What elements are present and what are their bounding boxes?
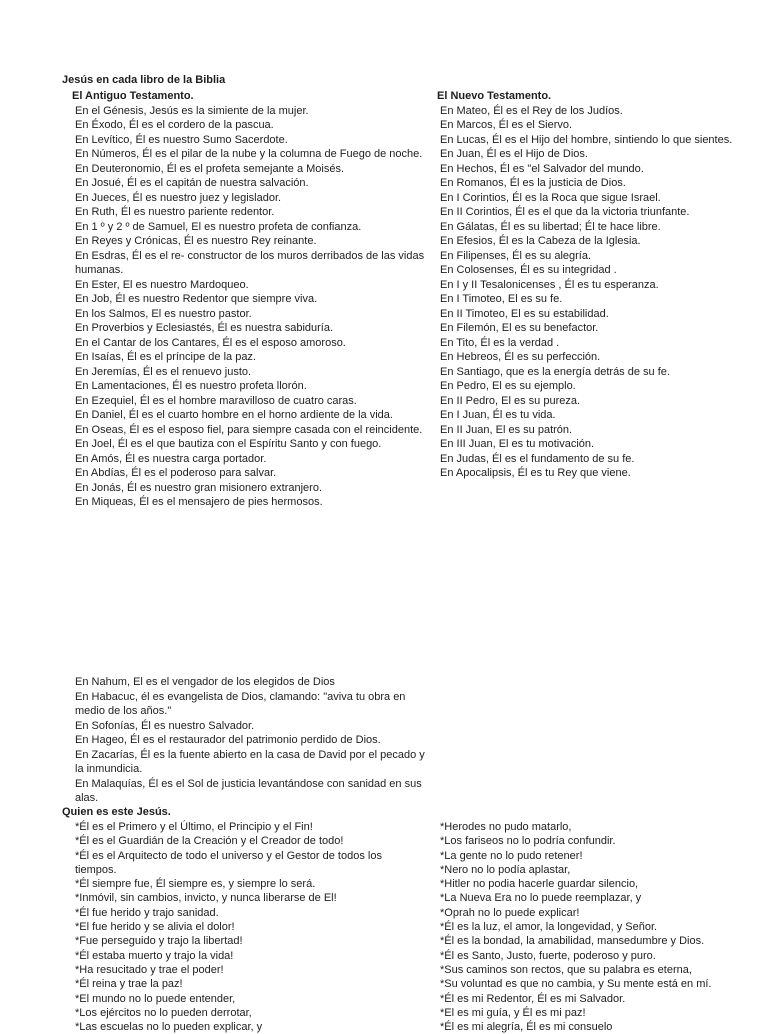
text-line: En Miqueas, Él es el mensajero de pies hermosos. [75,496,323,508]
who-is-jesus-right-column [440,820,712,1034]
text-line: En Filemón, El es su benefactor. [440,322,599,334]
text-line: En Daniel, Él es el cuarto hombre en el horno ardiente de la vida. [75,409,393,421]
text-line: En Efesios, Él es la Cabeza de la Iglesia. [440,235,641,247]
old-testament-heading: El Antiguo Testamento. [72,90,194,102]
text-line: En Colosenses, Él es su integridad . [440,264,617,276]
text-line: En Ezequiel, Él es el hombre maravilloso de cuatro caras. [75,394,357,407]
text-line: En Tito, Él es la verdad . [440,336,560,349]
text-line: *Él es el Arquitecto de todo el universo y el Gestor de todos los [75,849,382,862]
text-line: En Filipenses, Él es su alegría. [440,249,592,262]
document-title: Jesús en cada libro de la Biblia [62,74,226,86]
text-line: En Proverbios y Eclesiastés, Él es nuestra sabiduría. [75,322,334,334]
text-line: En Gálatas, Él es su libertad; Él te hace libre. [440,220,661,233]
text-line: *Él reina y trae la paz! [75,978,183,991]
text-line: *La gente no lo pudo retener! [440,849,583,862]
text-line: En Jueces, Él es nuestro juez y legislador. [75,191,282,204]
text-line: *Ha resucitado y trae el poder! [75,963,224,976]
text-line: la inmundicia. [75,763,143,775]
text-line: *Su voluntad es que no cambia, y Su mente está en mí. [440,978,712,991]
text-line: *El es mi guía, y Él es mi paz! [440,1006,586,1019]
text-line: En Pedro, El es su ejemplo. [440,380,576,392]
text-line: En Hechos, Él es "el Salvador del mundo. [440,162,644,175]
new-testament-lines [437,104,732,481]
text-line: *Él es mi Redentor, Él es mi Salvador. [440,992,626,1005]
text-line: tiempos. [75,863,117,876]
text-line: En Lucas, Él es el Hijo del hombre, sintiendo lo que sientes. [440,133,733,146]
text-line: En Amós, Él es nuestra carga portador. [75,452,267,465]
text-line: En los Salmos, El es nuestro pastor. [75,307,252,320]
text-line: En Hebreos, Él es su perfección. [440,351,601,363]
text-line: En Números, Él es el pilar de la nube y la columna de Fuego de noche. [75,148,423,160]
new-testament-heading: El Nuevo Testamento. [437,90,552,102]
text-line: *Él es la bondad, la amabilidad, mansedumbre y Dios. [440,935,705,948]
text-line: En Nahum, El es el vengador de los elegidos de Dios [75,676,335,688]
text-line: En Ruth, Él es nuestro pariente redentor. [75,206,275,218]
text-line: En II Corintios, Él es el que da la victoria triunfante. [440,206,690,218]
text-line: *Sus caminos son rectos, que su palabra es eterna, [440,963,692,976]
text-line: En Lamentaciones, Él es nuestro profeta llorón. [75,380,307,392]
text-line: En Zacarías, Él es la fuente abierto en la casa de David por el pecado y [75,748,425,761]
who-is-jesus-left-column [75,820,382,1034]
text-line: En Hageo, Él es el restaurador del patrimonio perdido de Dios. [75,734,381,746]
text-line: En Oseas, Él es el esposo fiel, para siempre casada con el reincidente. [75,423,423,436]
text-line: *Los ejércitos no lo pueden derrotar, [75,1006,252,1019]
text-line: En III Juan, El es tu motivación. [440,438,595,450]
new-testament-column [437,89,732,481]
text-line: En Éxodo, Él es el cordero de la pascua. [75,119,274,131]
text-line: En Levítico, Él es nuestro Sumo Sacerdote. [75,133,288,146]
text-line: *Nero no lo podía aplastar, [440,863,571,876]
continuation-lines [75,675,425,806]
text-line: En Santiago, que es la energía detrás de su fe. [440,365,670,378]
text-line: En Mateo, Él es el Rey de los Judíos. [440,104,623,117]
who-is-jesus-heading: Quien es este Jesús. [62,806,171,818]
text-line: En Romanos, Él es la justicia de Dios. [440,177,626,189]
text-line: En II Juan, El es su patrón. [440,423,573,436]
text-line: *Herodes no pudo matarlo, [440,821,572,833]
text-line: En Habacuc, él es evangelista de Dios, clamando: "aviva tu obra en [75,690,406,703]
text-line: *Él es el Guardián de la Creación y el Creador de todo! [75,835,344,848]
text-line: *Él estaba muerto y trajo la vida! [75,949,234,962]
text-line: En Job, Él es nuestro Redentor que siempre viva. [75,293,318,305]
text-line: *Él es Santo, Justo, fuerte, poderoso y puro. [440,949,656,962]
text-line: En II Timoteo, El es su estabilidad. [440,307,609,320]
text-line: *Él fue herido y trajo sanidad. [75,906,219,919]
text-line: En I y II Tesalonicenses , Él es tu esperanza. [440,278,659,291]
text-line: En Jeremías, Él es el renuevo justo. [75,365,252,378]
text-line: *Él siempre fue, Él siempre es, y siempre lo será. [75,878,316,891]
text-line: En Apocalipsis, Él es tu Rey que viene. [440,467,631,479]
text-line: *La Nueva Era no lo puede reemplazar, y [440,892,642,905]
who-is-jesus-right-lines [440,820,712,1034]
text-line: *El fue herido y se alivia el dolor! [75,921,235,934]
old-testament-lines [72,104,424,510]
text-line: En I Juan, Él es tu vida. [440,409,556,421]
text-line: En Ester, El es nuestro Mardoqueo. [75,278,249,291]
text-line: En 1 º y 2 º de Samuel, El es nuestro profeta de confianza. [75,220,362,233]
text-line: En II Pedro, El es su pureza. [440,394,581,407]
text-line: *Fue perseguido y trajo la libertad! [75,935,243,948]
text-line: En Jonás, Él es nuestro gran misionero extranjero. [75,481,323,494]
text-line: *Las escuelas no lo pueden explicar, y [75,1021,263,1034]
text-line: En Marcos, Él es el Siervo. [440,119,573,131]
text-line: medio de los años." [75,705,172,717]
text-line: En Isaías, Él es el príncipe de la paz. [75,351,256,363]
text-line: *Inmóvil, sin cambios, invicto, y nunca liberarse de El! [75,892,337,905]
text-line: En I Timoteo, El es su fe. [440,293,563,305]
text-line: En Abdías, Él es el poderoso para salvar. [75,467,277,479]
text-line: En el Génesis, Jesús es la simiente de la mujer. [75,104,309,117]
text-line: En Juan, Él es el Hijo de Dios. [440,148,588,160]
text-line: *Él es mi alegría, Él es mi consuelo [440,1021,613,1034]
who-is-jesus-left-lines [75,820,382,1034]
text-line: En el Cantar de los Cantares, Él es el esposo amoroso. [75,336,346,349]
text-line: En I Corintios, Él es la Roca que sigue Israel. [440,191,661,204]
text-line: En Sofonías, Él es nuestro Salvador. [75,719,255,732]
text-line: alas. [75,792,99,804]
text-line: *Hitler no podia hacerle guardar silencio, [440,878,639,891]
old-testament-continuation [75,675,425,806]
text-line: En Judas, Él es el fundamento de su fe. [440,452,635,465]
text-line: En Malaquías, Él es el Sol de justicia levantándose con sanidad en sus [75,777,422,790]
old-testament-column [72,89,424,510]
text-line: En Joel, Él es el que bautiza con el Espíritu Santo y con fuego. [75,438,382,450]
text-line: En Esdras, Él es el re- constructor de los muros derribados de las vidas [75,249,425,262]
text-line: *Oprah no lo puede explicar! [440,906,580,919]
text-line: En Josué, Él es el capitán de nuestra salvación. [75,177,309,189]
text-line: *El mundo no lo puede entender, [75,992,236,1005]
text-line: En Reyes y Crónicas, Él es nuestro Rey reinante. [75,235,317,247]
text-line: *Los fariseos no lo podría confundir. [440,835,616,848]
text-line: *Él es la luz, el amor, la longevidad, y Señor. [440,921,658,934]
text-line: *Él es el Primero y el Último, el Principio y el Fin! [75,821,313,833]
text-line: humanas. [75,264,124,276]
text-line: En Deuteronomio, Él es el profeta semejante a Moisés. [75,162,345,175]
